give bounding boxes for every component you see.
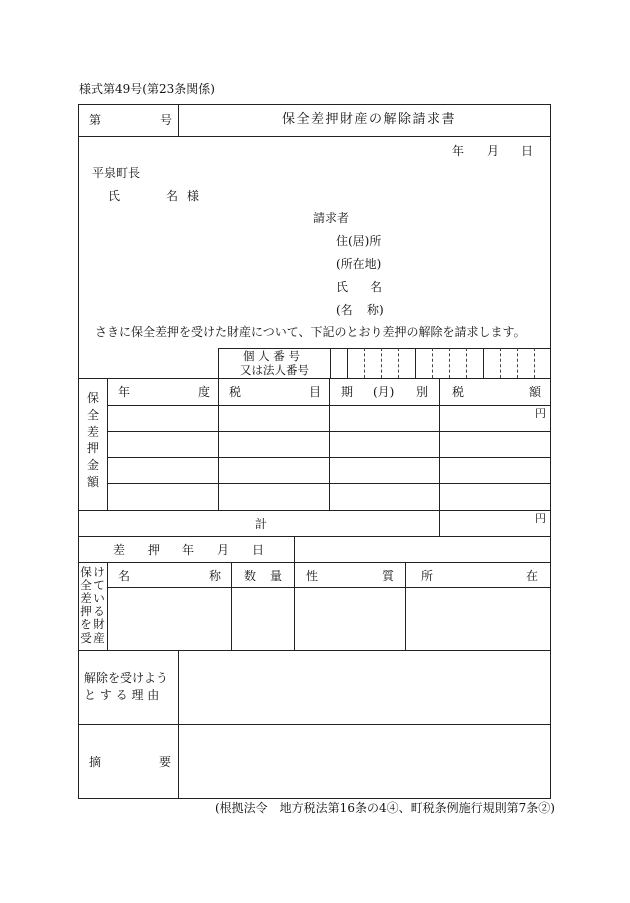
side-char: 差 (86, 424, 99, 439)
rule (78, 136, 551, 137)
addressee-honorific: 様 (187, 189, 200, 203)
date-year-label: 年 (452, 144, 465, 158)
side-char: 保 (80, 565, 92, 579)
col-name-label-2: 称 (209, 569, 222, 583)
summary-input[interactable] (179, 725, 550, 798)
addressee-office: 平泉町長 (92, 166, 141, 180)
no-label-first: 第 (89, 113, 102, 127)
side-char: 押 (86, 441, 99, 456)
total-label: 計 (255, 517, 268, 531)
year-input-cells[interactable] (108, 406, 218, 509)
requester-name-label-1: 氏 (336, 280, 349, 294)
col-period-label-1: 期 (341, 385, 354, 399)
requester-title-label-1: (名 (336, 303, 353, 317)
total-unit: 円 (535, 512, 546, 525)
requester-address-label: 住(居)所 (336, 234, 382, 248)
col-tax-label-1: 税 (229, 385, 242, 399)
property-side-label-col1 (79, 566, 93, 645)
col-name-label-1: 名 (118, 569, 131, 583)
rule (78, 104, 551, 105)
amount-unit: 円 (535, 407, 546, 420)
property-name-input[interactable] (108, 588, 231, 650)
date-day-label: 日 (521, 144, 534, 158)
side-char: て (93, 578, 105, 593)
rule (78, 378, 551, 379)
rule (178, 104, 179, 136)
rule (218, 348, 219, 378)
property-side-label-col2 (92, 566, 106, 645)
col-qty-label-1: 数 (244, 569, 257, 583)
col-period-label-3: 別 (416, 385, 429, 399)
period-input-cells[interactable] (330, 406, 439, 509)
property-quantity-input[interactable] (232, 588, 294, 650)
reason-label-line2: と す る 理 由 (84, 688, 160, 702)
summary-label-2: 要 (159, 755, 172, 769)
no-label-suffix: 号 (160, 113, 173, 127)
date-month-label: 月 (487, 144, 500, 158)
side-char: を (80, 617, 92, 632)
tax-amount-input-cells[interactable] (440, 406, 550, 509)
col-location-label-2: 在 (526, 569, 539, 583)
tax-item-input-cells[interactable] (219, 406, 329, 509)
addressee-name-label-1: 氏 (108, 189, 121, 203)
rule (78, 562, 551, 563)
col-year-label-1: 年 (118, 385, 131, 399)
side-char: 保 (86, 391, 99, 405)
col-qty-label-2: 量 (270, 569, 283, 583)
col-amount-label-1: 税 (452, 385, 465, 399)
seizure-date-char: 押 (148, 543, 161, 557)
col-nature-label-2: 質 (382, 569, 395, 583)
side-char: 全 (80, 578, 92, 593)
col-period-label-2: (月) (373, 385, 395, 399)
side-char: 受 (80, 630, 92, 645)
amount-section-side-label (84, 392, 102, 490)
seizure-date-char: 差 (113, 543, 126, 557)
seizure-date-input[interactable] (295, 537, 550, 562)
col-nature-label-1: 性 (306, 569, 319, 583)
rule (78, 798, 551, 799)
total-amount-input[interactable] (440, 511, 550, 536)
col-tax-label-2: 目 (309, 385, 322, 399)
requester-location-label: (所在地) (336, 257, 382, 271)
request-statement: さきに保全差押を受けた財産について、下記のとおり差押の解除を請求します。 (95, 325, 526, 339)
side-char: 差 (80, 591, 92, 606)
side-char: 押 (80, 604, 92, 619)
form-title: 保全差押財産の解除請求書 (282, 112, 457, 127)
id-number-input[interactable] (331, 349, 550, 378)
id-number-label-line1: 個 人 番 号 (243, 349, 300, 363)
side-char: 産 (93, 630, 105, 645)
seizure-date-char: 月 (217, 543, 230, 557)
side-char: 財 (93, 617, 105, 632)
summary-label-1: 摘 (89, 755, 102, 769)
side-char: 全 (86, 407, 99, 422)
rule (78, 104, 79, 798)
col-year-label-2: 度 (198, 385, 211, 399)
property-location-input[interactable] (406, 588, 550, 650)
side-char: い (93, 591, 105, 606)
id-number-label-line2: 又は法人番号 (240, 363, 309, 377)
col-amount-label-2: 額 (529, 385, 542, 399)
property-nature-input[interactable] (295, 588, 405, 650)
requester-name-label-2: 名 (370, 280, 383, 294)
side-char: る (93, 604, 105, 619)
rule (550, 104, 551, 798)
legal-basis: (根拠法令 地方税法第16条の4④、町税条例施行規則第7条②) (215, 801, 555, 815)
col-location-label-1: 所 (421, 569, 434, 583)
requester-title-label-2: 称) (367, 303, 384, 317)
side-char: 額 (86, 474, 99, 489)
seizure-date-char: 年 (182, 543, 195, 557)
form-number: 様式第49号(第23条関係) (79, 82, 215, 96)
reason-input[interactable] (179, 651, 550, 724)
seizure-date-char: 日 (252, 543, 265, 557)
side-char: 金 (86, 458, 99, 473)
side-char: け (93, 565, 105, 579)
addressee-name-label-2: 名 (166, 189, 179, 203)
requester-label: 請求者 (313, 211, 350, 225)
reason-label-line1: 解除を受けよう (84, 671, 169, 685)
